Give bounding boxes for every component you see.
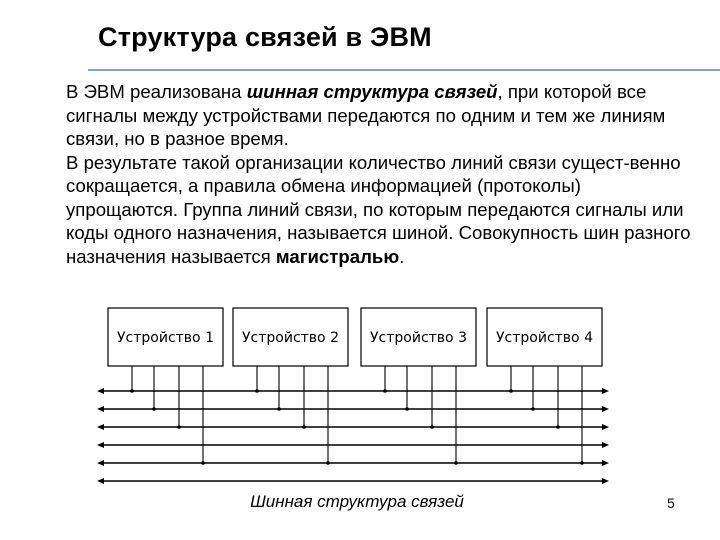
junction-dot — [405, 407, 409, 411]
device-label: Устройство 1 — [117, 330, 214, 346]
bus-arrow-right — [602, 406, 609, 412]
junction-dot — [130, 389, 134, 393]
p2-text-end: . — [399, 245, 405, 267]
p1-text-end: , при которой все сигналы между устройствами передаются по одним и тем же линиям связи, но в разное время. — [66, 81, 666, 149]
junction-dot — [383, 389, 387, 393]
bus-arrow-right — [602, 460, 609, 466]
device-label: Устройство 4 — [496, 330, 593, 346]
caption-text: Шинная структура связей — [250, 492, 464, 511]
device-connectors — [130, 366, 584, 465]
bus-arrow-right — [602, 478, 609, 484]
diagram-caption — [0, 492, 720, 512]
page-number: 5 — [667, 495, 675, 511]
device-boxes — [108, 308, 602, 366]
p1-emphasis: шинная структура связей — [246, 81, 498, 102]
bus-arrow-right — [602, 424, 609, 430]
junction-dot — [302, 425, 306, 429]
bus-arrow-left — [97, 388, 104, 394]
p2-text-start: В результате такой организации количество линий связи сущест-венно сокращается, а правила обмена информацией (протоколы) упрощаются. Группа линий связи, по которым передаются сигналы или коды одного назначения, называется шиной. Совокупность шин разного назначения называется — [66, 151, 691, 267]
bus-arrow-left — [97, 406, 104, 412]
bus-lines — [97, 388, 609, 484]
junction-dot — [326, 461, 330, 465]
bus-arrow-right — [602, 442, 609, 448]
device-label: Устройство 2 — [242, 330, 339, 346]
junction-dot — [177, 425, 181, 429]
p1-text-start: В ЭВМ реализована — [66, 81, 247, 102]
bus-arrow-left — [97, 478, 104, 484]
junction-dot — [255, 389, 259, 393]
junction-dot — [454, 461, 458, 465]
bus-arrow-left — [97, 442, 104, 448]
bus-arrow-right — [602, 388, 609, 394]
junction-dot — [556, 425, 560, 429]
junction-dot — [531, 407, 535, 411]
junction-dot — [277, 407, 281, 411]
bus-arrow-left — [97, 460, 104, 466]
slide-title: Структура связей в ЭВМ — [98, 22, 432, 52]
device-label: Устройство 3 — [370, 330, 467, 346]
junction-dot — [201, 461, 205, 465]
junction-dot — [430, 425, 434, 429]
junction-dot — [152, 407, 156, 411]
junction-dot — [509, 389, 513, 393]
bus-arrow-left — [97, 424, 104, 430]
junction-dot — [580, 461, 584, 465]
p2-strong: магистралью — [275, 245, 400, 267]
